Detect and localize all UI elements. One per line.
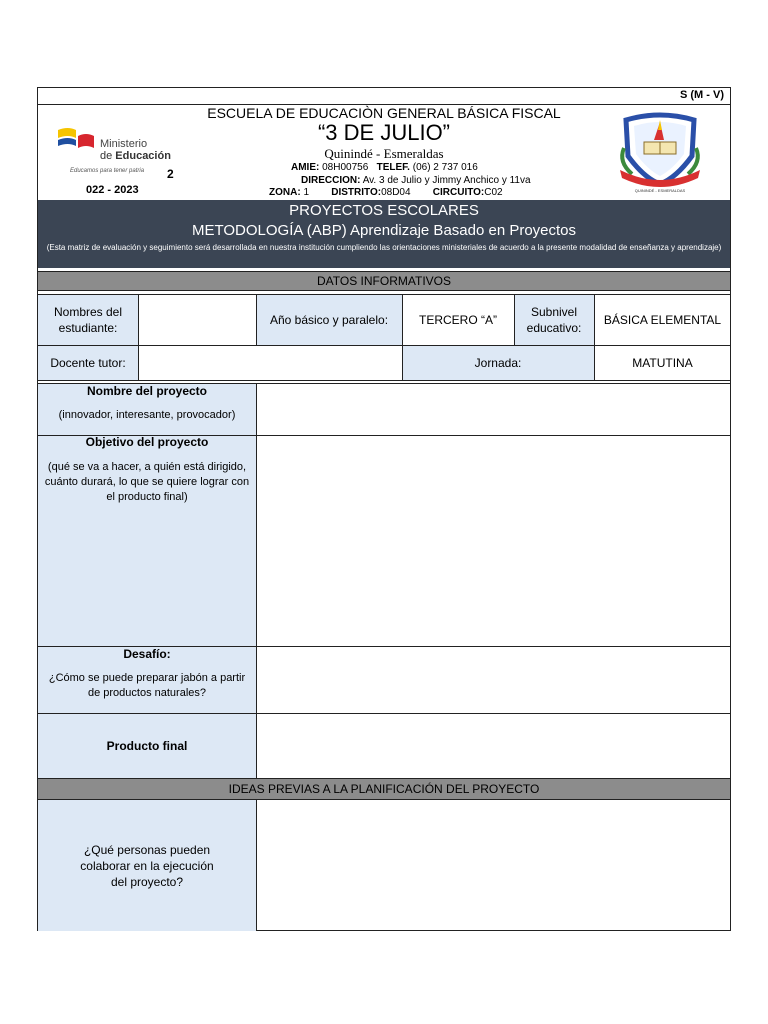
zone-line: ZONA: 1 DISTRITO:08D04 CIRCUITO:C02 [269,187,503,198]
banner-note: (Esta matriz de evaluación y seguimiento será desarrollada en nuestra institución cumpliendo las orientaciones ministeriales de acuerdo a la presente modalidad de enseñanza y aprendizaje) [46,243,722,252]
teacher-field[interactable] [139,346,402,380]
product-field[interactable] [257,714,731,778]
shift-value: MATUTINA [632,356,693,370]
year-value: TERCERO “A” [419,313,497,327]
teacher-label: Docente tutor: [50,356,126,370]
project-name-field[interactable] [257,384,731,435]
ideas-heading: IDEAS PREVIAS A LA PLANIFICACIÓN DEL PROYECTO [38,778,730,800]
ideas-question: ¿Qué personas pueden colaborar en la ejecución del proyecto? [80,843,214,889]
year-label: Año básico y paralelo: [269,313,389,327]
student-label: Nombres del estudiante: [53,305,123,335]
challenge-field[interactable] [257,647,731,713]
school-name: “3 DE JULIO” [317,120,451,145]
school-shield-icon [614,112,706,196]
school-city: Quinindé - Esmeraldas [324,146,444,161]
project-name-hint: (innovador, interesante, provocador) [58,409,236,421]
objective-label: Objetivo del proyecto [85,435,209,449]
sublevel-label: Subnivel educativo: [526,305,582,335]
ministry-name-line1: Ministerio [100,138,148,150]
form-code: S (M - V) [680,89,724,101]
student-field[interactable] [139,295,256,345]
ideas-answer-field[interactable] [257,801,731,931]
shift-label: Jornada: [474,356,522,370]
banner-title: PROYECTOS ESCOLARES [289,202,479,219]
form-page [37,87,731,931]
address-line: DIRECCION: Av. 3 de Julio y Jimmy Anchico y 11va [301,175,531,186]
project-name-label: Nombre del proyecto [86,384,208,398]
school-seal [614,112,706,196]
challenge-label: Desafío: [123,647,171,661]
divider [38,380,730,381]
school-year: 022 - 2023 [86,184,139,196]
svg-text:QUININDÉ - ESMERALDAS: QUININDÉ - ESMERALDAS [634,188,686,193]
challenge-question: ¿Cómo se puede preparar jabón a partir de productos naturales? [48,672,246,699]
ministry-name-line2: de Educación [100,150,171,162]
product-label: Producto final [106,739,188,753]
sublevel-value: BÁSICA ELEMENTAL [603,313,722,327]
page-number: 2 [167,167,174,181]
datos-heading: DATOS INFORMATIVOS [38,271,730,291]
ministry-slogan: Educamos para tener patria [70,168,145,174]
banner [38,200,730,268]
objective-field[interactable] [257,436,731,646]
banner-subtitle: METODOLOGÍA (ABP) Aprendizaje Basado en Proyectos [191,222,577,239]
school-title: ESCUELA DE EDUCACIÒN GENERAL BÁSICA FISCAL [207,105,561,121]
objective-hint: (qué se va a hacer, a quién está dirigido, cuánto durará, lo que se quiere lograr con el producto final) [44,461,250,503]
amie-line: AMIE: 08H00756 TELEF. (06) 2 737 016 [291,162,478,173]
